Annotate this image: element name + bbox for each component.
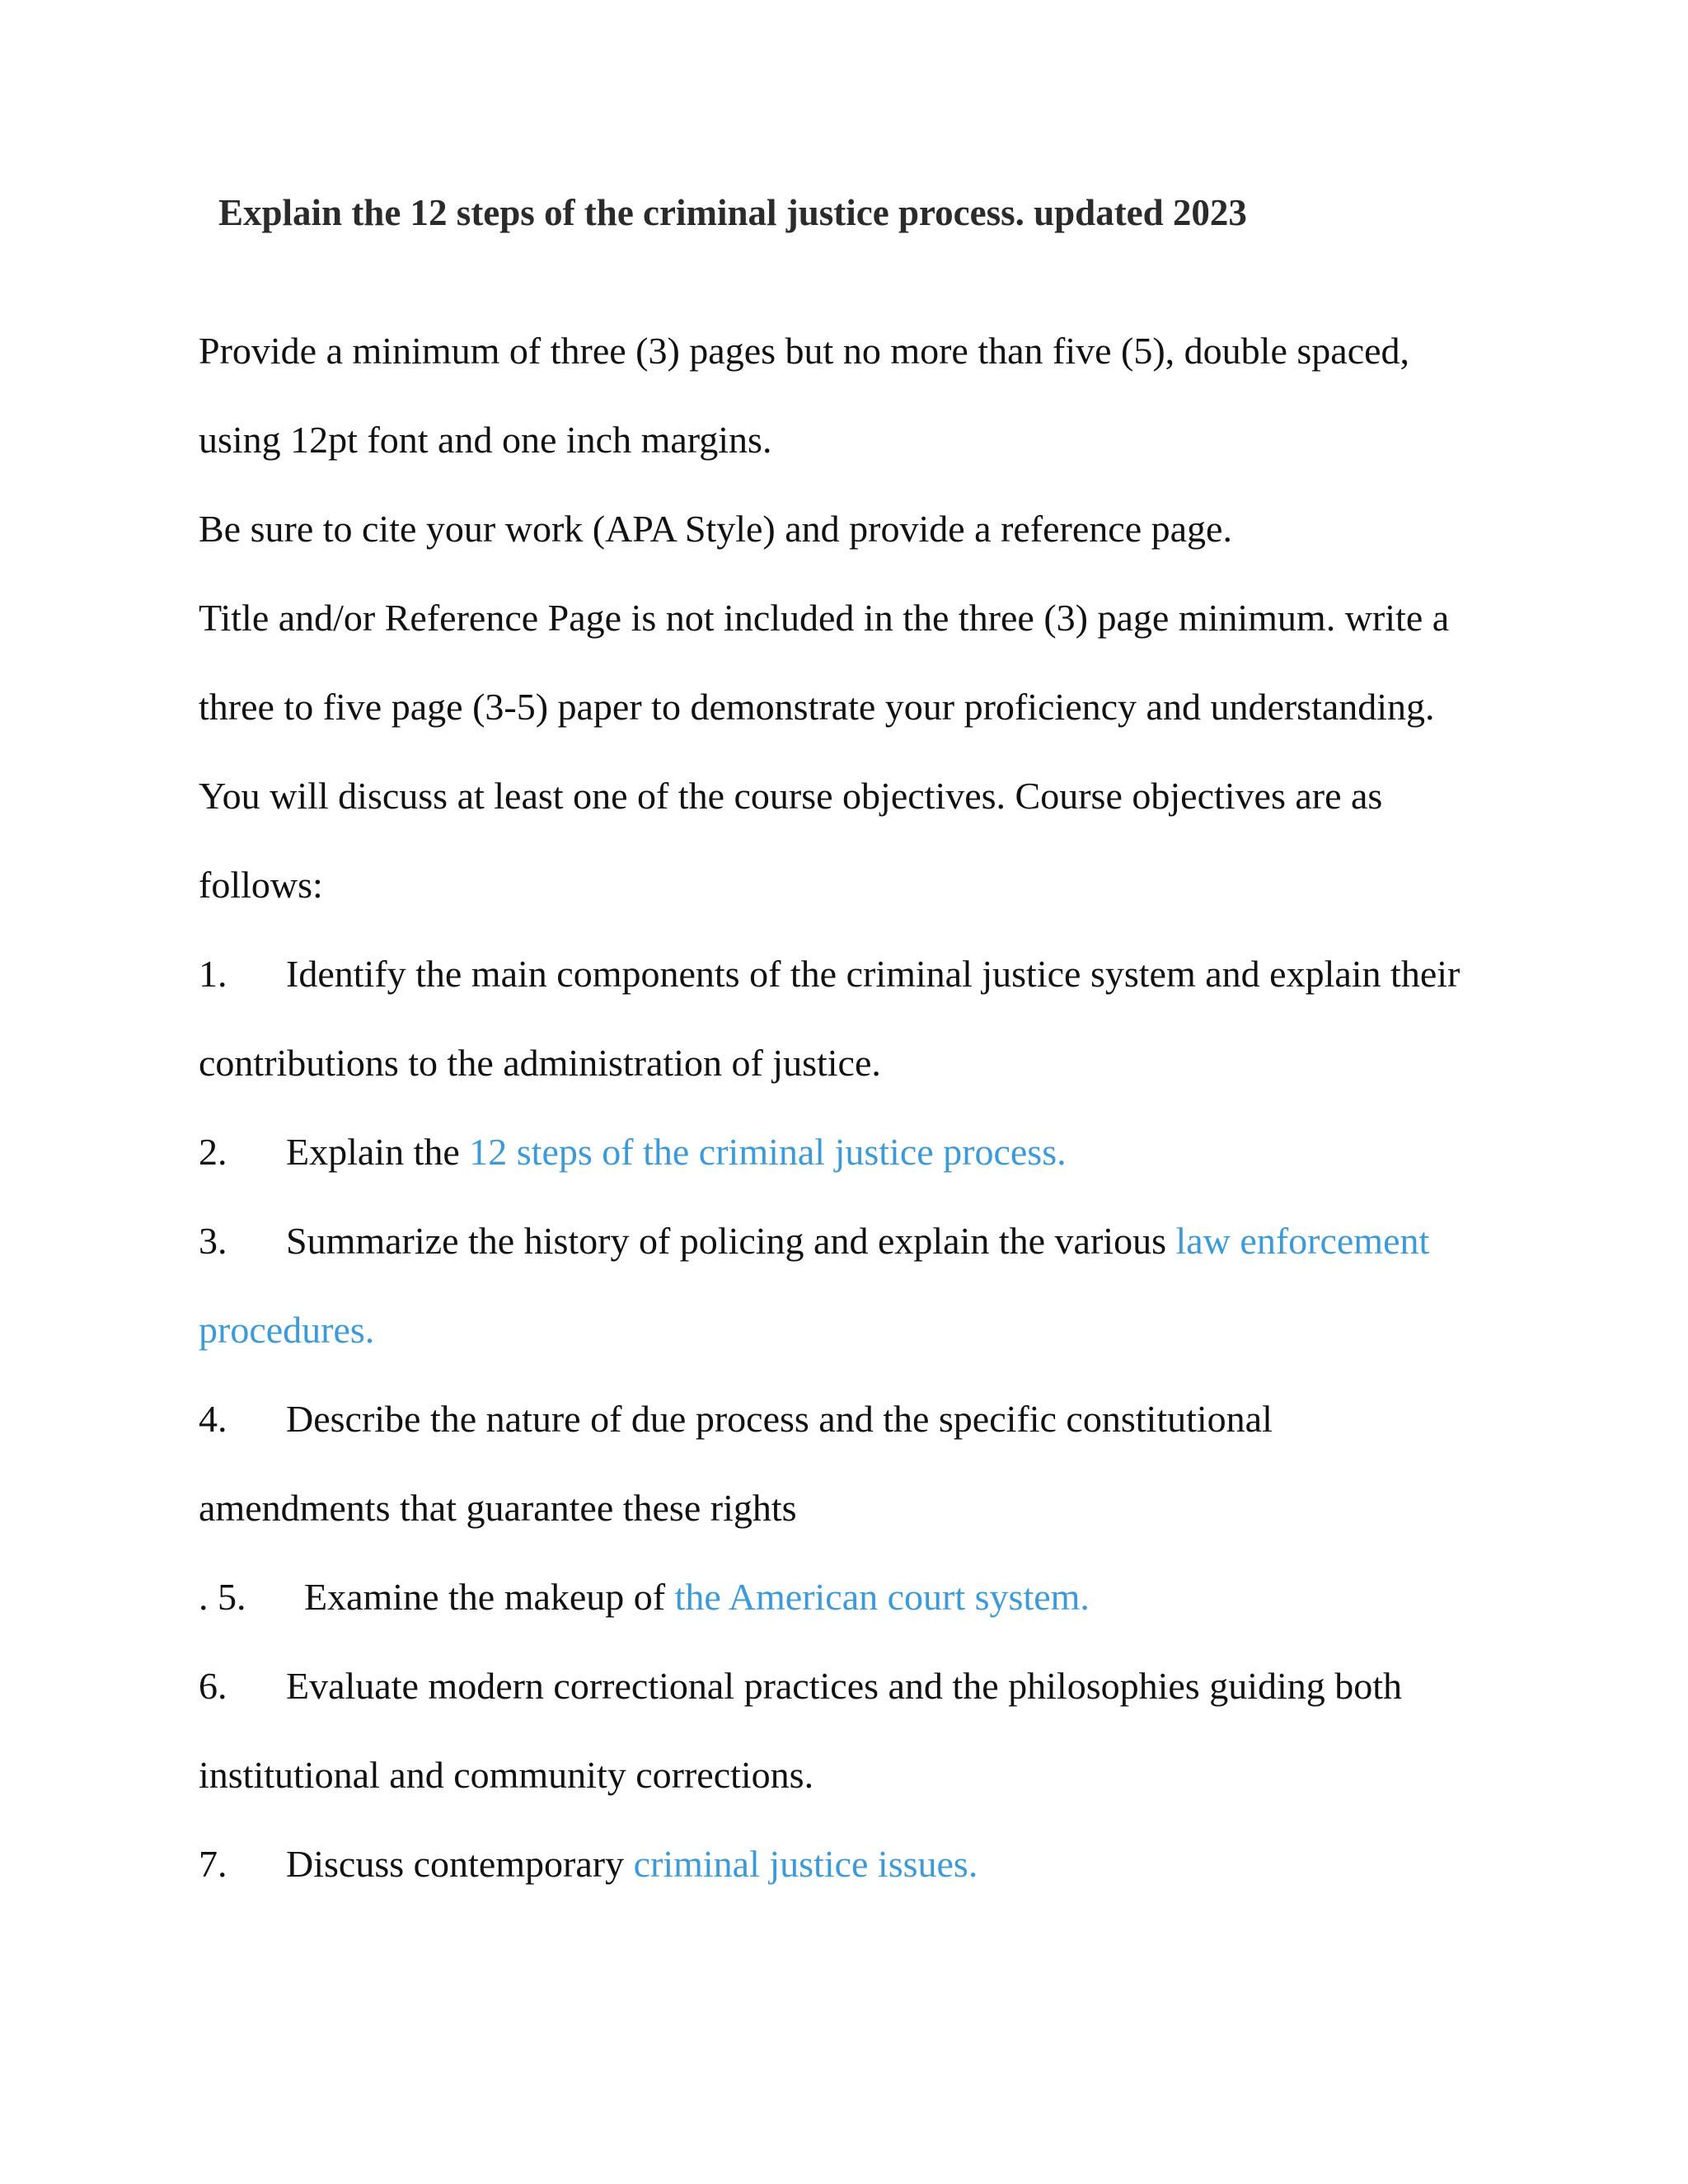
objective-1 (199, 955, 1460, 993)
objective-number: 3. (199, 1220, 227, 1262)
intro-line-3: Be sure to cite your work (APA Style) and provide a reference page. (199, 508, 1232, 550)
objective-link[interactable]: 12 steps of the criminal justice process. (469, 1131, 1067, 1173)
objective-text: Identify the main components of the criminal justice system and explain their (286, 953, 1461, 995)
objective-text: Explain the (286, 1131, 470, 1173)
document-title: Explain the 12 steps of the criminal justice process. updated 2023 (218, 192, 1247, 233)
objective-link[interactable]: criminal justice issues. (633, 1843, 978, 1885)
intro-line-6: You will discuss at least one of the course objectives. Course objectives are as (199, 775, 1383, 817)
objective-number: 2. (199, 1131, 227, 1173)
objective-3 (199, 1222, 1429, 1260)
objective-6-continuation: institutional and community corrections. (199, 1754, 814, 1796)
objective-3-link-continuation[interactable]: procedures. (199, 1309, 375, 1351)
objective-number: 1. (199, 953, 227, 995)
objective-link[interactable]: the American court system. (674, 1576, 1090, 1618)
objective-text: Examine the makeup of (304, 1576, 675, 1618)
objective-4-continuation: amendments that guarantee these rights (199, 1487, 797, 1529)
objective-text: Evaluate modern correctional practices and the philosophies guiding both (286, 1665, 1403, 1707)
objective-link[interactable]: law enforcement (1175, 1220, 1430, 1262)
intro-line-5: three to five page (3-5) paper to demonstrate your proficiency and understanding. (199, 686, 1435, 728)
objective-5 (199, 1578, 1090, 1616)
objective-number: 7. (199, 1843, 227, 1885)
objective-2 (199, 1133, 1067, 1171)
intro-line-1: Provide a minimum of three (3) pages but no more than five (5), double spaced, (199, 330, 1410, 372)
objective-number: 6. (199, 1665, 227, 1707)
objective-7 (199, 1845, 978, 1883)
intro-line-7: follows: (199, 864, 323, 906)
objective-number: 4. (199, 1398, 227, 1440)
intro-line-2: using 12pt font and one inch margins. (199, 419, 772, 461)
objective-text: Summarize the history of policing and explain the various (286, 1220, 1176, 1262)
intro-line-4: Title and/or Reference Page is not included in the three (3) page minimum. write a (199, 597, 1450, 639)
objective-text: Discuss contemporary (286, 1843, 634, 1885)
objective-number: . 5. (199, 1576, 246, 1618)
objective-6 (199, 1667, 1402, 1705)
objective-1-continuation: contributions to the administration of justice. (199, 1042, 881, 1084)
objective-text: Describe the nature of due process and the specific constitutional (286, 1398, 1273, 1440)
objective-4 (199, 1400, 1273, 1438)
